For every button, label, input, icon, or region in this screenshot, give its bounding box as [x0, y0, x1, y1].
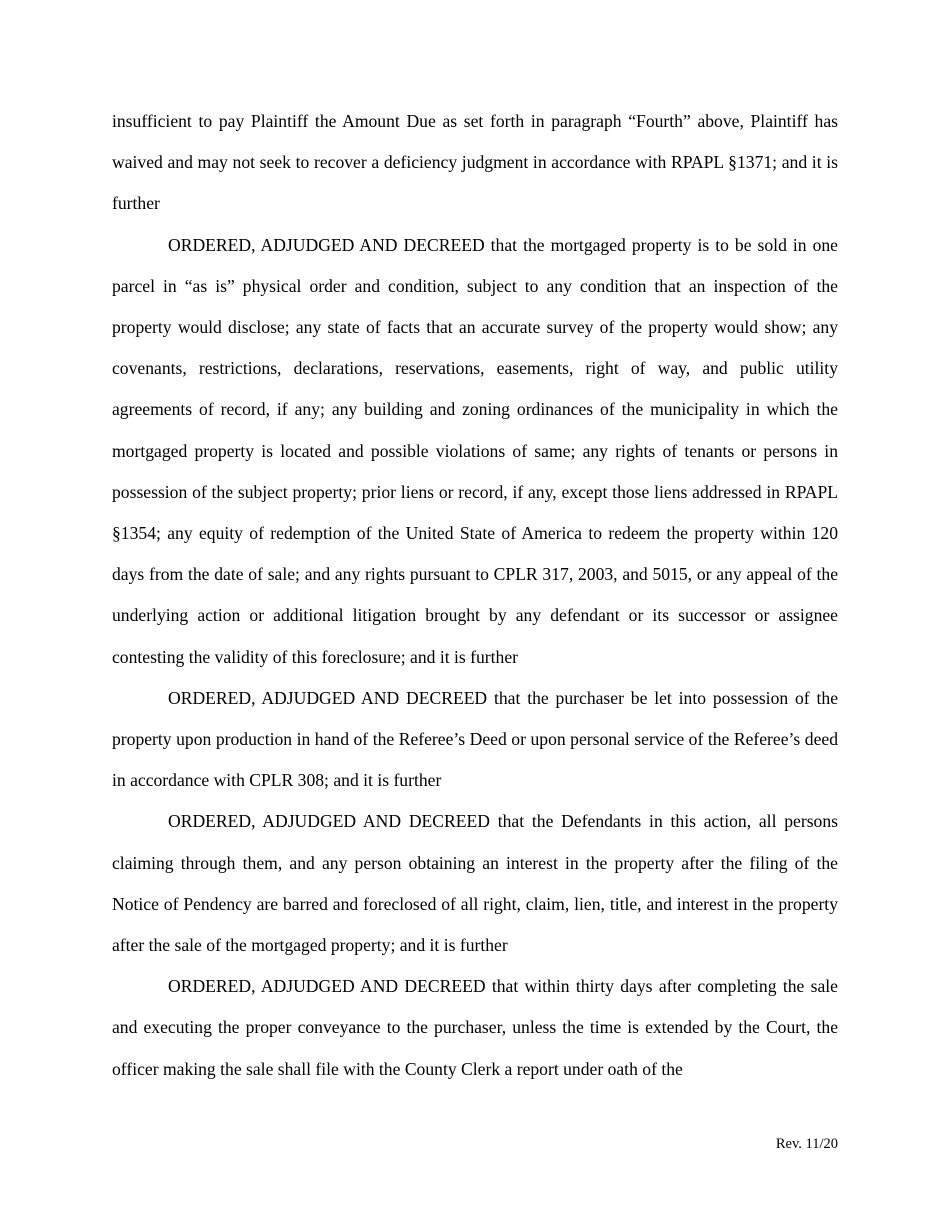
paragraph-ordered-report: ORDERED, ADJUDGED AND DECREED that within thirty days after completing the sale and executing the proper conveyance to the purchaser, unless the time is extended by the Court, the officer making the sale shall file with the County Clerk a report under oath of the	[112, 976, 838, 1079]
paragraph-ordered-foreclosed: ORDERED, ADJUDGED AND DECREED that the Defendants in this action, all persons claiming through them, and any person obtaining an interest in the property after the filing of the Notice of Pendency are barred and foreclosed of all right, claim, lien, title, and interest in the property after the sale of the mortgaged property; and it is further	[112, 811, 838, 956]
revision-footer: Rev. 11/20	[775, 1136, 838, 1152]
paragraph-ordered-possession: ORDERED, ADJUDGED AND DECREED that the purchaser be let into possession of the property upon production in hand of the Referee’s Deed or upon personal service of the Referee’s deed in accordance with CPLR 308; and it is further	[112, 687, 838, 791]
paragraph-ordered-sale-as-is: ORDERED, ADJUDGED AND DECREED that the mortgaged property is to be sold in one parcel in “as is” physical order and condition, subject to any condition that an inspection of the property would disclose; any state of facts that an accurate survey of the property would show; any covenants, restrictions, declarations, reservations, easements, right of way, and public utility agreements of record, if any; any building and zoning ordinances of the municipality in which the mortgaged property is located and possible violations of same; any rights of tenants or persons in possession of the subject property; prior liens or record, if any, except those liens addressed in RPAPL §1354; any equity of redemption of the United State of America to redeem the property within 120 days from the date of sale; and any rights pursuant to CPLR 317, 2003, and 5015, or any appeal of the underlying action or additional litigation brought by any defendant or its successor or assignee contesting the validity of this foreclosure; and it is further	[112, 234, 838, 667]
paragraph-continuation-deficiency: insufficient to pay Plaintiff the Amount Due as set forth in paragraph “Fourth” above, Plaintiff has waived and may not seek to recover a deficiency judgment in accordance with RPAPL §1371; and it is further	[112, 111, 838, 214]
document-body	[112, 101, 838, 1090]
